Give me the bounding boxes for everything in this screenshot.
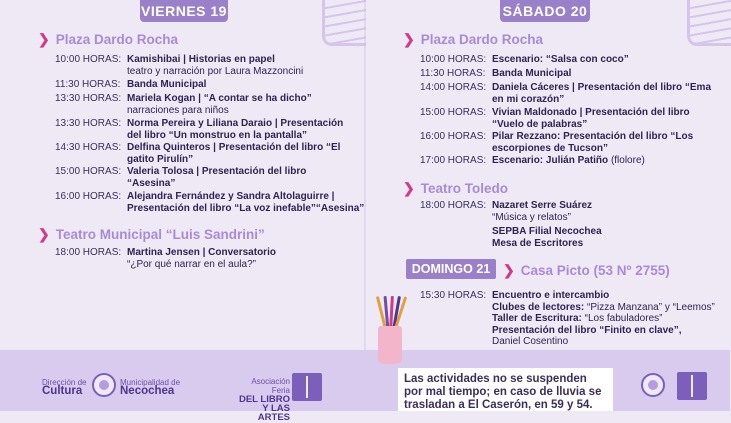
book-decoration-icon <box>322 0 366 46</box>
chevron-right-icon: ❯ <box>38 226 50 242</box>
logo-necochea: Municipalidad de Necochea <box>120 378 181 397</box>
municipal-crest-icon <box>641 373 665 397</box>
chevron-right-icon: ❯ <box>38 31 50 47</box>
logo-cultura: Dirección de Cultura <box>42 378 87 397</box>
day-tab-saturday: SÁBADO 20 <box>500 0 590 22</box>
event-item: 10:00 HORAS: Kamishibai | Historias en papel teatro y narración por Laura Mazzoncini <box>55 54 304 77</box>
event-item: 15:30 HORAS: Encuentro e intercambio Clubes de lectores: “Pizza Manzana” y “Leemos” Taller de Escritura: “Los fabuladores” Presentación del libro “Finito en clave”, Daniel Cosentino <box>420 290 715 347</box>
event-item: 14:00 HORAS: Daniela Cáceres | Presentación del libro “Ema en mi corazón” <box>420 82 711 105</box>
venue-plaza-dardo-rocha: ❯ Plaza Dardo Rocha <box>403 31 544 47</box>
event-item: Mesa de Escritores <box>492 238 584 249</box>
book-decoration-icon <box>687 0 731 46</box>
venue-plaza-dardo-rocha: ❯ Plaza Dardo Rocha <box>38 31 179 47</box>
event-item: 10:00 HORAS: Escenario: “Salsa con coco” <box>420 54 629 65</box>
event-item: 11:30 HORAS: Banda Municipal <box>55 79 207 90</box>
pencil-cup-illustration <box>374 296 406 368</box>
event-item: 15:00 HORAS: Valeria Tolosa | Presentación del libro “Asesina” <box>55 166 307 189</box>
event-item: 15:00 HORAS: Vivian Maldonado | Presentación del libro “Vuelo de palabras” <box>420 107 690 130</box>
venue-casa-picto: ❯ Casa Picto (53 Nº 2755) <box>503 262 670 278</box>
event-item: 14:30 HORAS: Delfina Quinteros | Presentación del libro “El gatito Pirulín” <box>55 142 341 165</box>
chevron-right-icon: ❯ <box>403 31 415 47</box>
book-icon <box>677 372 707 400</box>
event-item: 13:30 HORAS: Norma Pereira y Liliana Daraio | Presentación del libro “Un monstruo en la pantalla” <box>55 118 344 141</box>
day-tab-friday: VIERNES 19 <box>140 0 228 22</box>
footer-logos-right <box>613 350 730 411</box>
venue-teatro-municipal: ❯ Teatro Municipal “Luis Sandrini” <box>38 226 265 242</box>
chevron-right-icon: ❯ <box>503 262 515 278</box>
event-item: 18:00 HORAS: Martina Jensen | Conversatorio “¿Por qué narrar en el aula?” <box>55 247 276 270</box>
event-item: 16:00 HORAS: Alejandra Fernández y Sandra Altolaguirre | Presentación del libro “La voz inefable”“Asesina” <box>55 191 365 214</box>
event-item: 17:00 HORAS: Escenario: Julián Patiño (flolore) <box>420 155 645 166</box>
chevron-right-icon: ❯ <box>403 180 415 196</box>
event-item: 16:00 HORAS: Pilar Rezzano: Presentación del libro “Los escorpiones de Tucson” <box>420 131 694 154</box>
book-icon <box>292 373 322 401</box>
venue-teatro-toledo: ❯ Teatro Toledo <box>403 180 508 196</box>
rain-notice: Las actividades no se suspenden por mal tiempo; en caso de lluvia se trasladan a El Caserón, en 59 y 54. <box>398 368 613 411</box>
municipal-crest-icon <box>92 373 116 397</box>
logo-feria-libro: Asociación Feria DEL LIBRO Y LAS ARTES <box>238 377 290 423</box>
event-item: SEPBA Filial Necochea <box>492 226 602 237</box>
event-item: 13:30 HORAS: Mariela Kogan | “A contar se ha dicho” narraciones para niños <box>55 93 312 116</box>
event-item: 11:30 HORAS: Banda Municipal <box>420 68 572 79</box>
day-tab-sunday: DOMINGO 21 <box>406 259 496 279</box>
event-item: 18:00 HORAS: Nazaret Serre Suárez “Música y relatos” <box>420 200 593 223</box>
